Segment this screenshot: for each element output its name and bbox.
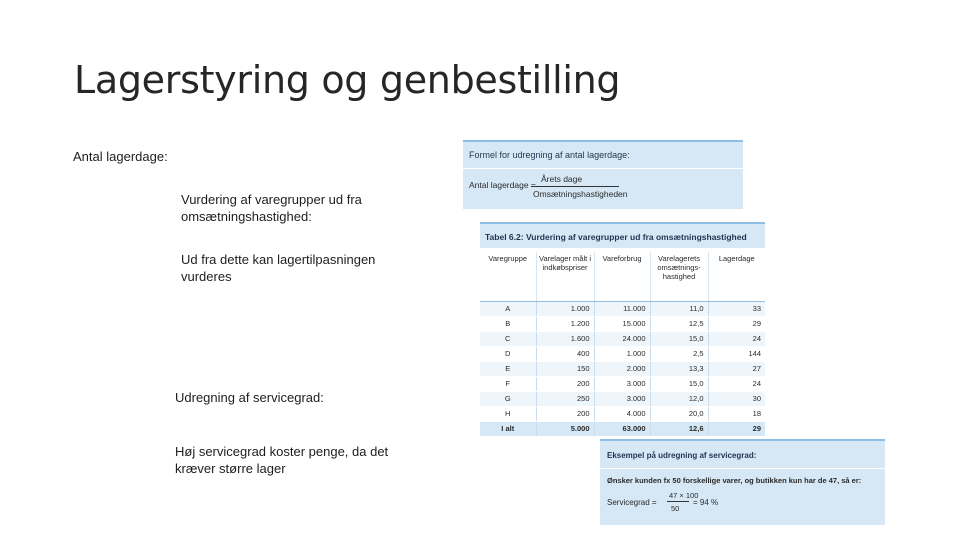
cell-omsaetning: 2,5 [650,346,708,361]
cell-varelager: 1.000 [536,301,594,316]
table-header-row [480,252,765,301]
table-row [480,316,765,331]
cell-vareforbrug: 4.000 [594,406,650,421]
formula-lhs: Antal lagerdage = [469,180,536,190]
varegrupper-table [480,252,765,437]
cell-lagerdage: 33 [708,301,765,316]
cell-omsaetning: 12,0 [650,391,708,406]
col-header-lagerdage: Lagerdage [708,252,765,301]
lagertilpasning-text: Ud fra dette kan lagertilpasningen vurderes [181,252,376,284]
cell-varegruppe: C [480,331,536,346]
servicegrad-example-box [600,439,885,525]
lagerdage-formula-box [463,140,743,209]
cell-varelager: 150 [536,361,594,376]
table-row [480,406,765,421]
cell-lagerdage: 144 [708,346,765,361]
formula-denominator: Omsætningshastigheden [533,189,628,199]
service-question: Ønsker kunden fx 50 forskellige varer, og butikken kun har de 47, så er: [607,476,862,485]
cell-total-vareforbrug: 63.000 [594,421,650,436]
cell-varegruppe: F [480,376,536,391]
cell-omsaetning: 20,0 [650,406,708,421]
col-header-varegruppe: Varegruppe [480,252,536,301]
cell-varelager: 250 [536,391,594,406]
cell-vareforbrug: 2.000 [594,361,650,376]
service-result: = 94 % [693,498,719,507]
cell-varegruppe: H [480,406,536,421]
formula-header: Formel for udregning af antal lagerdage: [469,150,630,160]
cell-lagerdage: 18 [708,406,765,421]
formula-numerator: Årets dage [541,174,583,184]
cell-vareforbrug: 11.000 [594,301,650,316]
col-header-vareforbrug: Vareforbrug [594,252,650,301]
formula-fraction-bar [531,186,619,187]
table-row [480,346,765,361]
service-fraction-bar [667,501,689,502]
cell-lagerdage: 30 [708,391,765,406]
cell-varelager: 1.200 [536,316,594,331]
col-header-varelager: Varelager målt i indkøbspriser [536,252,594,301]
cell-varelager: 200 [536,376,594,391]
cell-total-varelager: 5.000 [536,421,594,436]
udregning-servicegrad-label: Udregning af servicegrad: [175,390,324,405]
table-row [480,376,765,391]
cell-varegruppe: G [480,391,536,406]
cell-varegruppe: A [480,301,536,316]
service-header: Eksempel på udregning af servicegrad: [607,451,757,460]
cell-vareforbrug: 1.000 [594,346,650,361]
table-row [480,361,765,376]
cell-varegruppe: E [480,361,536,376]
cell-lagerdage: 27 [708,361,765,376]
cell-omsaetning: 13,3 [650,361,708,376]
cell-total-label: I alt [480,421,536,436]
cell-vareforbrug: 3.000 [594,391,650,406]
formula-divider [463,168,743,169]
cell-total-lagerdage: 29 [708,421,765,436]
service-divider [600,468,885,469]
service-formula-lhs: Servicegrad = [607,498,657,507]
table-total-row [480,421,765,436]
table-row [480,391,765,406]
table-row [480,331,765,346]
antal-lagerdage-label: Antal lagerdage: [73,149,168,164]
cell-omsaetning: 15,0 [650,331,708,346]
servicegrad-text: Høj servicegrad koster penge, da det kræver større lager [175,444,389,476]
cell-varelager: 1.600 [536,331,594,346]
cell-varegruppe: D [480,346,536,361]
cell-lagerdage: 24 [708,376,765,391]
cell-lagerdage: 29 [708,316,765,331]
varegrupper-table-box [480,222,765,433]
table-row [480,301,765,316]
cell-varegruppe: B [480,316,536,331]
cell-omsaetning: 15,0 [650,376,708,391]
slide-title: Lagerstyring og genbestilling [74,58,621,102]
table-caption: Tabel 6.2: Vurdering af varegrupper ud fra omsætningshastighed [485,232,747,242]
vurdering-text: Vurdering af varegrupper ud fra omsætningshastighed: [181,192,362,224]
cell-varelager: 200 [536,406,594,421]
cell-lagerdage: 24 [708,331,765,346]
cell-vareforbrug: 3.000 [594,376,650,391]
cell-omsaetning: 12,5 [650,316,708,331]
service-denominator: 50 [671,504,680,513]
cell-vareforbrug: 15.000 [594,316,650,331]
cell-omsaetning: 11,0 [650,301,708,316]
cell-vareforbrug: 24.000 [594,331,650,346]
table-caption-bar [480,222,765,248]
cell-total-omsaetning: 12,6 [650,421,708,436]
col-header-omsaetningshastighed: Varelagerets omsætnings-hastighed [650,252,708,301]
cell-varelager: 400 [536,346,594,361]
service-numerator: 47 × 100 [669,491,699,500]
